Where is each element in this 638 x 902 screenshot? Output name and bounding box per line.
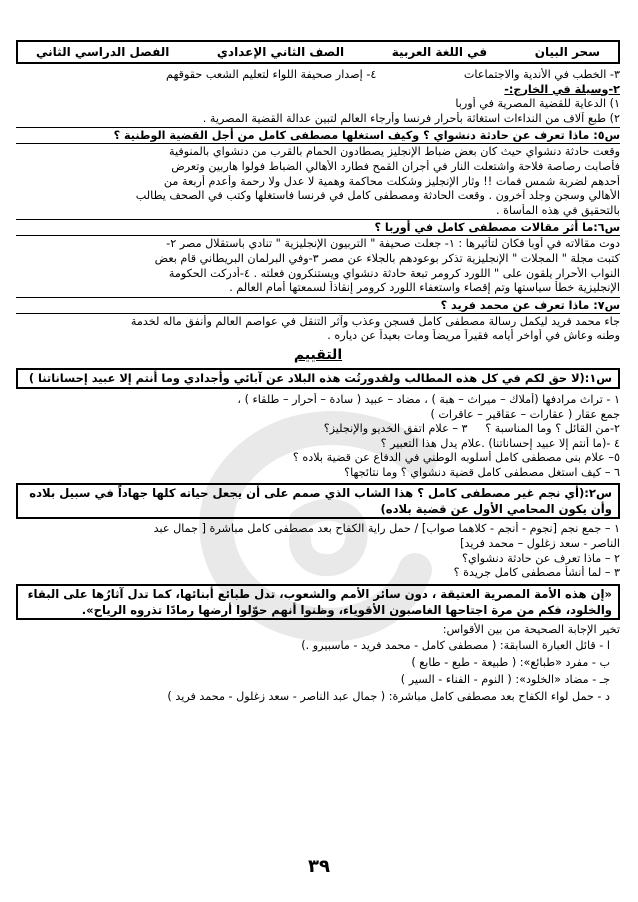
q1-item: ١ - تراث مرادفها (أملاك – ميراث – هبة ) ، مضاد – عبيد ( سادة – أحرار – طلقاء ) ، xyxy=(237,392,620,406)
top-line-1 xyxy=(16,68,620,83)
quote-line-1: «إن هذه الأمة المصرية العتيقة ، دون سائر الأمم والشعوب، تدل طبائع أبنائها، كما تدل آثارُها على البقاء xyxy=(27,586,612,601)
page-number: ٣٩ xyxy=(308,856,330,877)
q6-line: النواب الأحرار يلقون على " اللورد كرومر تبعة حادثة دنشواي ويستنكرون فعلته . ٤-أدركت الحكومة xyxy=(168,266,620,280)
header-term: الفصل الدراسي الثاني xyxy=(36,45,170,59)
header-grade: الصف الثاني الإعدادي xyxy=(216,45,345,59)
question-2-box xyxy=(16,483,620,519)
q6-title: س٦:ما أثر مقالات مصطفى كامل في أوربا ؟ xyxy=(16,219,620,236)
q2-item: الناصر - سعد زغلول – محمد فريد] xyxy=(460,537,620,551)
q7-line: جاء محمد فريد ليكمل رسالة مصطفى كامل فسجن وعذب وآثر التنقل في عواصم العالم وأنفق ماله لخدمة xyxy=(130,314,620,328)
q5-title: س٥: ماذا تعرف عن حادثة دنشواي ؟ وكيف استغلها مصطفى كامل من أجل القضية الوطنية ؟ xyxy=(16,127,620,144)
page-content xyxy=(16,68,620,705)
q1-item: ٤ -(ما أنتم إلا عبيد إحساناتنا) .علام يدل هذا التعبير ؟ xyxy=(380,436,620,450)
header-subject: في اللغة العربية xyxy=(391,45,488,59)
page-header xyxy=(16,40,620,64)
choose-title: تخير الإجابة الصحيحة من بين الأقواس: xyxy=(442,622,620,636)
q2-line-2: وأن يكون المحامي الأول عن قضية بلاده) xyxy=(380,502,612,517)
choice-item: جـ - مضاد «الخلود»: ( النوم - الفناء - السير ) xyxy=(400,673,610,687)
question-1-box: س١:(لا حق لكم في كل هذه المطالب ولقدورتُت هذه البلاد عن آبائي وأجدادي وما أنتم إلا عبيد إحساناتنا ) xyxy=(16,368,620,389)
q6-line: كتبت مجلة " المجلات " الإنجليزية تذكر بوعودهم بالجلاء عن مصر ٣-وفي البرلمان البريطاني قام بعض xyxy=(154,251,620,265)
q5-line: وقعت حادثة دنشواي حيث كان بعض ضباط الإنجليز يصطادون الحمام بالقرب من دنشواي بالمنوفية xyxy=(169,145,620,159)
top-line-3: ١) الدعاية للقضية المصرية في أوربا xyxy=(455,97,620,111)
quote-line-2: والخلود، فكم من مرة اجتاحها الغاصبون الأقوياء، وظنوا أنهم حوّلوا أرضها رمادًا تذروه الرياح». xyxy=(81,602,612,617)
q2-item: ٣ – لما أنشأ مصطفى كامل جريدة ؟ xyxy=(453,566,620,580)
q2-item: ٢ – ماذا تعرف عن حادثة دنشواي؟ xyxy=(462,551,620,565)
q2-item: ١ – جمع نجم [نجوم - أنجم - كلاهما صواب] / حمل راية الكفاح بعد مصطفى كامل مباشرة [ جمال عبد xyxy=(153,522,620,536)
choice-item: ا - قائل العبارة السابقة: ( مصطفى كامل - محمد فريد - ماسبيرو .) xyxy=(301,639,610,653)
q5-line: بالتحقيق في هذه المأساة . xyxy=(495,203,620,217)
q1-item: ٥– علام بنى مصطفى كامل أسلوبه الوطني في الدفاع عن قضية بلاده ؟ xyxy=(292,451,620,465)
q2-line-1: س٢:(أي نجم غير مصطفى كامل ؟ هذا الشاب الذي صمم على أن يجعل حياته كلها جهاداً في سبيل بلاده xyxy=(29,486,612,501)
q1-item: جمع عقار ( عقارات – عقاقير – عاقرات ) xyxy=(430,407,620,421)
q6-line: الإنجليزية خطأ سياستها وتم إقصاء واستعفاء اللورد كرومر إنقاذاً لسمعتها أمام العالم . xyxy=(229,281,620,295)
q6-line: دوت مقالاته في أوبا فكان لتأثيرها : ١- جعلت صحيفة " التربيون الإنجليزية " تنادي باستقلال مصر ٢- xyxy=(166,237,620,251)
choice-item: ب - مفرد «طبائع»: ( طبيعة - طبع - طابع ) xyxy=(411,656,610,670)
header-author: سحر البيان xyxy=(534,45,600,59)
section-heading: ٢-وسيلة في الخارج:- xyxy=(504,82,620,96)
item-3: ٣- الخطب في الأندية والاجتماعات xyxy=(463,68,620,81)
q7-title: س٧: ماذا تعرف عن محمد فريد ؟ xyxy=(16,297,620,314)
evaluation-title: التقييم xyxy=(293,346,343,363)
item-4: ٤- إصدار صحيفة اللواء لتعليم الشعب حقوقهم xyxy=(166,68,377,81)
quote-box xyxy=(16,584,620,620)
choice-item: د - حمل لواء الكفاح بعد مصطفى كامل مباشرة: ( جمال عبد الناصر - سعد زغلول - محمد فريد ) xyxy=(167,690,610,704)
q5-line: الأهالي وسجن وجلد آخرون . وقعت الحادثة ومصطفى كامل في فرنسا فاستغلها وكتب في الصحف يطالب xyxy=(135,189,620,203)
top-line-4: ٢) طبع آلاف من النداءات استغاثة بأحرار فرنسا وأرجاء العالم لتبين عدالة القضية المصرية . xyxy=(202,111,620,125)
document-page xyxy=(16,14,622,886)
q1-item: ٦ – كيف استغل مصطفى كامل قضية دنشواي ؟ وما نتائجها؟ xyxy=(344,465,620,479)
q5-line: أحدهم لضربة شمس فمات !! وثار الإنجليز وشكلت محاكمة وهمية لا عدل ولا رحمة وأعدم أربعة من xyxy=(163,174,620,188)
q1-item: ٢-من القائل ؟ وما المناسبة ؟ ٣ – علام اتفق الخديو والإنجليز؟ xyxy=(323,422,620,436)
q5-line: فأصابت رصاصة فلاحة واشتعلت النار في أجران القمح فطارد الأهالي الضباط فولوا هاربين وتعرض xyxy=(171,159,620,173)
q7-line: وطنه وعاش في أواخر أيامه فقيراً مريضاً ومات بعيداً عن دياره . xyxy=(327,329,620,343)
